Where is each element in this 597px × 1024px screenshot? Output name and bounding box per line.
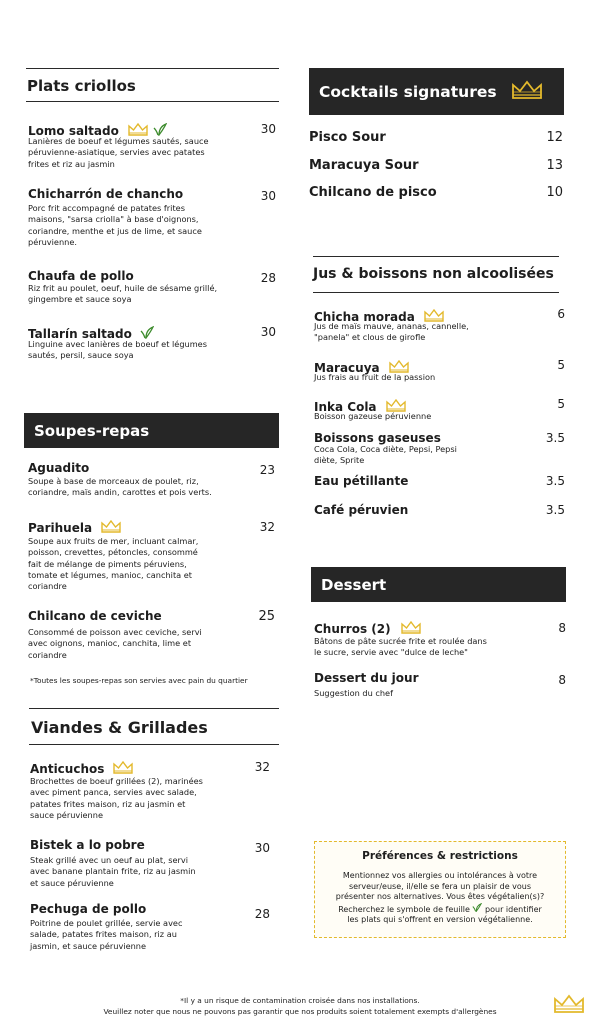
item-price: 25 [258, 609, 275, 624]
pref-line: les plats qui s'offrent en version végétalienne. [347, 915, 533, 925]
desc-line: Jus de maïs mauve, ananas, cannelle, [314, 321, 469, 331]
item-name: Eau pétillante [314, 474, 409, 488]
desc-line: avec oignons, manioc, canchita, lime et [28, 638, 192, 649]
jus-bottom-rule [313, 292, 559, 293]
item-price: 5 [557, 358, 565, 372]
viandes-section-title: Viandes & Grillades [31, 718, 208, 737]
cocktails-section-header [309, 68, 564, 115]
desc-line: salade, patates frites maison, riz au [30, 929, 177, 940]
item-description [314, 411, 514, 422]
cocktail-name: Pisco Sour [309, 130, 386, 145]
item-price: 30 [260, 325, 276, 339]
item-name: Aguadito [28, 461, 90, 475]
desc-line: gingembre et sauce soya [28, 294, 132, 305]
crown-icon [511, 80, 543, 104]
desc-line: patates frites maison, riz au jasmin et [30, 798, 186, 809]
soupes-note: *Toutes les soupes-repas son servies avec pain du quartier [30, 676, 248, 685]
pref-line-leaf [325, 903, 555, 916]
item-price: 32 [259, 520, 275, 534]
desc-line: Consommé de poisson avec ceviche, servi [28, 627, 202, 637]
dessert-section-title: Dessert [321, 575, 387, 594]
desc-line: tomate et légumes, manioc, canchita et [28, 569, 193, 580]
desc-line: sauce péruvienne [30, 809, 103, 820]
item-price: 28 [260, 271, 276, 285]
desc-line: Coca Cola, Coca diète, Pepsi, Pepsi [314, 444, 457, 454]
desc-line: poisson, crevettes, pétoncles, consommé [28, 547, 198, 558]
desc-line: Linguine avec lanières de boeuf et légumes [28, 339, 207, 349]
item-name: Anticuchos [30, 762, 105, 776]
item-name: Chicharrón de chancho [28, 187, 184, 201]
desc-line: Boisson gazeuse péruvienne [314, 411, 432, 421]
desc-line: maisons, "sarsa criolla" à base d'oignons, [28, 214, 199, 225]
cocktail-name: Maracuya Sour [309, 158, 419, 173]
preferences-title: Préférences & restrictions [362, 850, 518, 862]
item-name: Boissons gaseuses [314, 431, 441, 445]
menu-item-anticuchos [30, 758, 133, 778]
viandes-bottom-rule [29, 744, 279, 745]
cocktails-section-title: Cocktails signatures [319, 82, 497, 101]
footer-line: Veuillez noter que nous ne pouvons pas garantir que nos produits soient totalement exempts d'allergènes [103, 1007, 497, 1016]
viandes-top-rule [29, 708, 279, 709]
item-description [314, 636, 534, 659]
desc-line: sautés, persil, sauce soya [28, 350, 134, 361]
pref-line: présenter nos alternatives. Vous êtes végétalien(s)? [335, 892, 545, 902]
item-name: Café péruvien [314, 503, 409, 517]
pref-line-part: Recherchez le symbole de feuille [338, 904, 470, 914]
item-price: 8 [558, 621, 566, 635]
desc-line: péruvienne-asiatique, servies avec patates [28, 147, 205, 158]
item-price: 5 [557, 397, 565, 411]
desc-line: péruvienne. [28, 236, 77, 247]
soupes-section-header [24, 413, 279, 448]
cocktail-price: 12 [546, 130, 563, 145]
preferences-box [314, 841, 566, 938]
item-name: Maracuya [314, 361, 380, 375]
desc-line: Steak grillé avec un oeuf au plat, servi [30, 855, 189, 865]
desc-line: Soupe aux fruits de mer, incluant calmar, [28, 536, 199, 546]
pref-line: serveur/euse, il/elle se fera un plaisir de vous [348, 881, 532, 891]
item-price: 30 [260, 122, 276, 136]
item-description [314, 321, 514, 344]
plats-top-rule [26, 68, 279, 69]
plats-bottom-rule [26, 101, 279, 102]
desc-line: Soupe à base de morceaux de poulet, riz, [28, 476, 199, 486]
pref-line: Mentionnez vos allergies ou intolérances à votre [342, 871, 538, 880]
desc-line: coriandre [28, 649, 67, 660]
cocktail-price: 10 [546, 185, 563, 200]
desc-line: Riz frit au poulet, oeuf, huile de sésame grillé, [28, 283, 218, 293]
jus-top-rule [313, 256, 559, 257]
desc-line: coriandre, menthe et jus de lime, et sauce [28, 225, 202, 236]
crown-logo-icon [553, 994, 585, 1018]
item-name: Pechuga de pollo [30, 902, 147, 916]
desc-line: avec piment panca, servies avec salade, [30, 787, 197, 798]
crown-icon [101, 518, 121, 537]
desc-line: coriandre [28, 581, 67, 592]
desc-line: jasmin, et sauce péruvienne [30, 940, 147, 951]
desc-line: coriandre, maïs andin, carottes et pois verts. [28, 487, 212, 498]
item-description [314, 688, 514, 699]
desc-line: Bâtons de pâte sucrée frite et roulée dans [314, 636, 487, 646]
desc-line: "panela" et clous de girofle [314, 332, 426, 343]
item-description [28, 203, 243, 248]
jus-section-title: Jus & boissons non alcoolisées [313, 266, 554, 282]
pref-line-part: pour identifier [485, 904, 542, 914]
soupes-section-title: Soupes-repas [34, 421, 150, 440]
cocktail-name: Chilcano de pisco [309, 185, 437, 200]
item-name: Inka Cola [314, 400, 377, 414]
desc-line: frites et riz au jasmin [28, 158, 115, 169]
leaf-icon [472, 903, 482, 916]
item-name: Bistek a lo pobre [30, 838, 145, 852]
item-price: 3.5 [545, 503, 565, 517]
footer-line: *Il y a un risque de contamination croisée dans nos installations. [180, 996, 420, 1005]
item-name: Dessert du jour [314, 671, 419, 685]
desc-line: Poitrine de poulet grillée, servie avec [30, 918, 183, 928]
preferences-text [325, 871, 555, 926]
plats-section-title: Plats criollos [27, 77, 136, 95]
item-price: 6 [557, 307, 565, 321]
desc-line: fait de mélange de piments péruviens, [28, 558, 187, 569]
item-price: 30 [254, 841, 270, 855]
item-price: 30 [260, 189, 276, 203]
item-description [28, 536, 243, 592]
item-name: Chilcano de ceviche [28, 609, 162, 623]
item-name: Lomo saltado [28, 124, 119, 138]
desc-line: avec banane plantain frite, riz au jasmin [30, 866, 196, 877]
footer-note [60, 995, 540, 1017]
item-price: 3.5 [545, 431, 565, 445]
desc-line: le sucre, servie avec "dulce de leche" [314, 647, 468, 658]
item-price: 3.5 [545, 474, 565, 488]
item-name: Churros (2) [314, 622, 391, 636]
item-description [28, 476, 258, 499]
cocktail-price: 13 [546, 158, 563, 173]
item-description [28, 136, 243, 170]
menu-item-churros [314, 618, 421, 638]
item-price: 32 [254, 760, 270, 774]
desc-line: Suggestion du chef [314, 688, 393, 698]
item-description [30, 776, 245, 821]
item-description [30, 918, 245, 952]
item-price: 28 [254, 907, 270, 921]
desc-line: et sauce péruvienne [30, 877, 114, 888]
item-name: Chicha morada [314, 310, 415, 324]
menu-item-parihuela [28, 517, 121, 537]
item-name: Parihuela [28, 521, 93, 535]
item-price: 23 [259, 463, 275, 477]
item-description [28, 339, 243, 362]
desc-line: Lanières de boeuf et légumes sautés, sauce [28, 136, 209, 146]
item-description [314, 372, 514, 383]
item-price: 8 [558, 673, 566, 687]
dessert-section-header [311, 567, 566, 602]
desc-line: Jus frais au fruit de la passion [314, 372, 436, 382]
desc-line: diète, Sprite [314, 455, 365, 466]
desc-line: Porc frit accompagné de patates frites [28, 203, 185, 213]
desc-line: Brochettes de boeuf grillées (2), marinées [30, 776, 203, 786]
item-description [28, 283, 253, 306]
item-name: Tallarín saltado [28, 327, 132, 341]
item-description [314, 444, 514, 467]
item-description [28, 627, 243, 661]
item-name: Chaufa de pollo [28, 269, 134, 283]
item-description [30, 855, 245, 889]
